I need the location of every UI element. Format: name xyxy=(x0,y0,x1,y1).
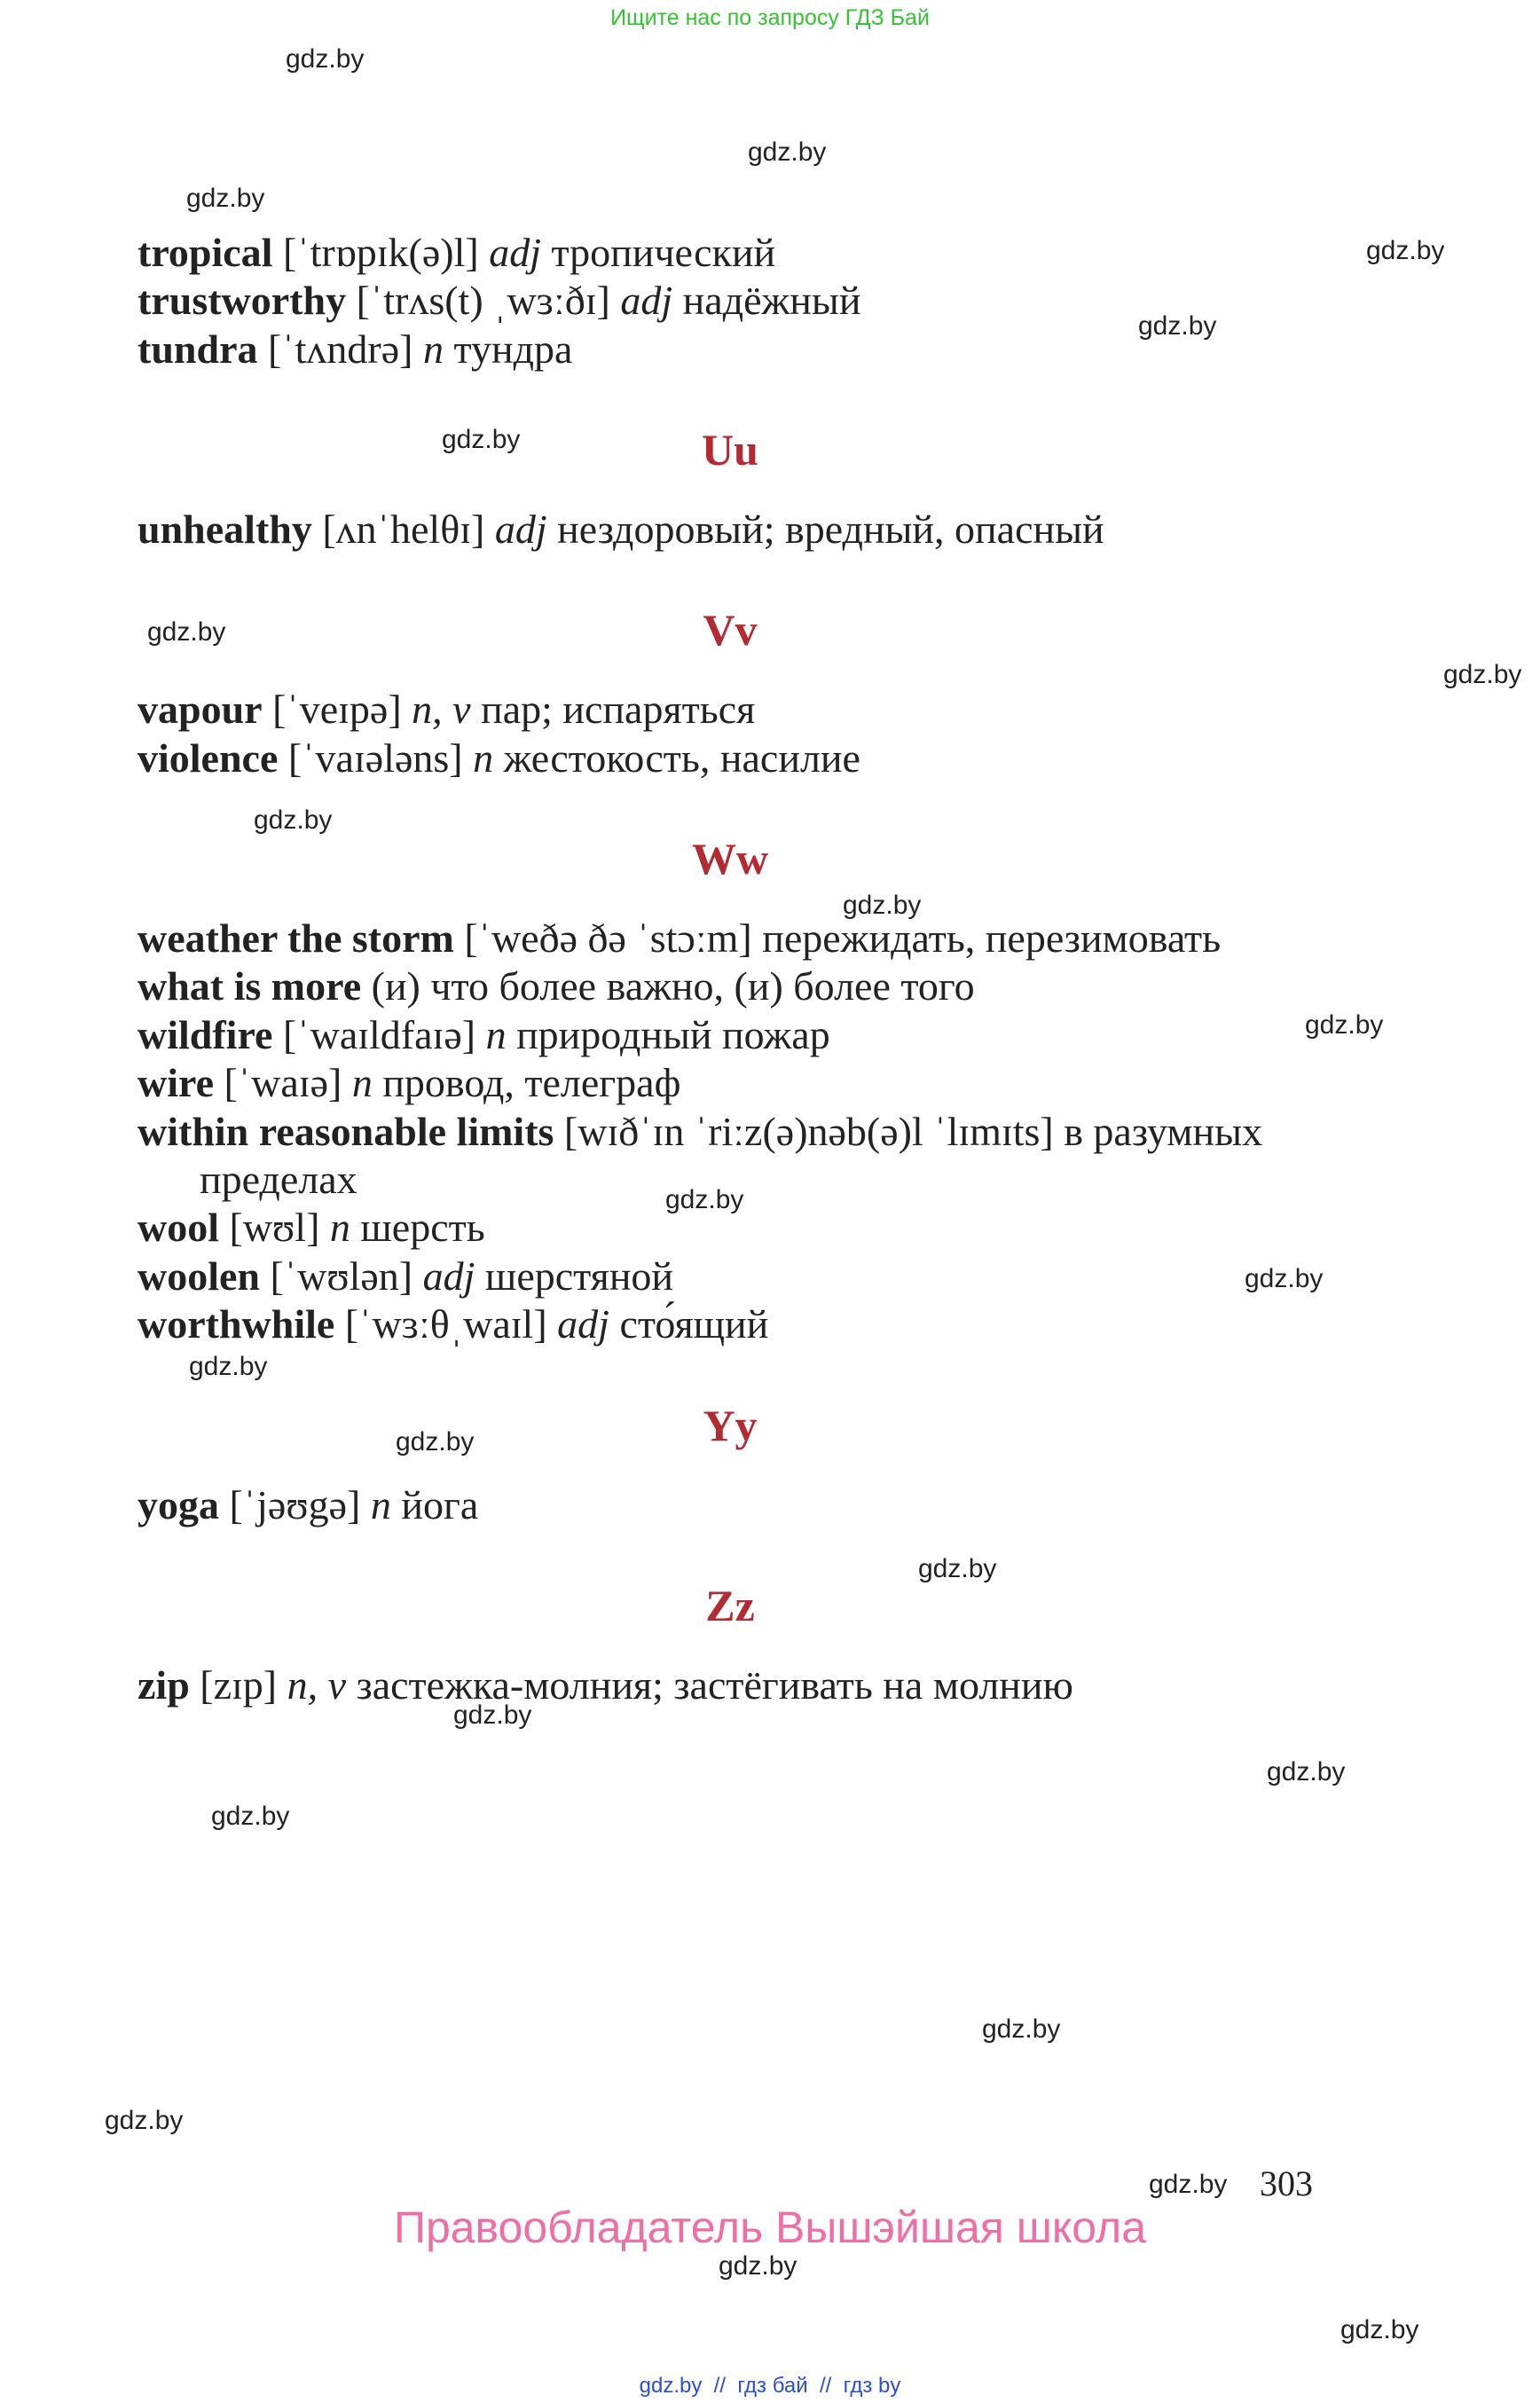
watermark: gdz.by xyxy=(286,44,365,74)
entry-within-reasonable-limits: within reasonable limits [wɪðˈɪn ˈriːz(ə)nəb(ə)l ˈlɪmɪts] в разумных xyxy=(138,1109,1263,1154)
entry-zip: zip [zɪp] n, v застежка-молния; застёгивать на молнию xyxy=(138,1662,1073,1708)
entry-within-continuation: пределах xyxy=(200,1157,358,1202)
footer-links[interactable]: gdz.by // гдз бай // гдз by xyxy=(639,2374,901,2398)
watermark: gdz.by xyxy=(254,805,333,835)
watermark: gdz.by xyxy=(982,2014,1061,2044)
section-letter-w: Ww xyxy=(691,834,769,883)
entry-vapour: vapour [ˈveɪpə] n, v пар; испаряться xyxy=(138,687,756,732)
entry-what-is-more: what is more (и) что более важно, (и) более того xyxy=(138,963,975,1009)
entry-unhealthy: unhealthy [ʌnˈhelθɪ] adj нездоровый; вредный, опасный xyxy=(138,507,1104,552)
watermark: gdz.by xyxy=(1305,1010,1384,1040)
watermark: gdz.by xyxy=(1443,660,1522,689)
rights-holder: Правообладатель Вышэйшая школа xyxy=(394,2203,1146,2252)
entry-wildfire: wildfire [ˈwaɪldfaɪə] n природный пожар xyxy=(138,1012,830,1057)
section-letter-v: Vv xyxy=(703,605,758,655)
entry-tropical: tropical [ˈtrɒpɪk(ə)l] adj тропический xyxy=(138,230,776,275)
watermark: gdz.by xyxy=(1340,2315,1419,2344)
top-banner[interactable]: Ищите нас по запросу ГДЗ Бай xyxy=(610,5,930,30)
entry-woolen: woolen [ˈwʊlən] adj шерстяной xyxy=(138,1253,674,1299)
section-letter-z: Zz xyxy=(705,1581,755,1630)
watermark: gdz.by xyxy=(1245,1264,1324,1293)
entry-wool: wool [wʊl] n шерсть xyxy=(138,1205,485,1250)
watermark: gdz.by xyxy=(918,1554,997,1583)
entry-trustworthy: trustworthy [ˈtrʌs(t) ˌwɜːðɪ] adj надёжный xyxy=(138,278,861,323)
entry-wire: wire [ˈwaɪə] n провод, телеграф xyxy=(138,1060,681,1105)
watermark: gdz.by xyxy=(1267,1757,1346,1787)
watermark: gdz.by xyxy=(1149,2170,1228,2199)
section-letter-y: Yy xyxy=(703,1401,758,1450)
entry-worthwhile: worthwhile [ˈwɜːθˌwaɪl] adj сто́ящий xyxy=(138,1301,769,1347)
watermark: gdz.by xyxy=(442,425,521,454)
watermark: gdz.by xyxy=(665,1185,744,1214)
watermark: gdz.by xyxy=(1366,236,1445,265)
watermark: gdz.by xyxy=(453,1700,532,1730)
watermark: gdz.by xyxy=(211,1802,290,1831)
watermark: gdz.by xyxy=(396,1427,475,1457)
watermark: gdz.by xyxy=(105,2106,184,2135)
watermark: gdz.by xyxy=(186,184,265,213)
page-number: 303 xyxy=(1260,2163,1313,2203)
watermark: gdz.by xyxy=(843,891,922,920)
section-letter-u: Uu xyxy=(702,425,758,475)
watermark: gdz.by xyxy=(189,1352,268,1381)
watermark: gdz.by xyxy=(147,617,226,647)
entry-violence: violence [ˈvaɪələns] n жестокость, насилие xyxy=(138,735,860,781)
watermark: gdz.by xyxy=(748,137,827,167)
entry-yoga: yoga [ˈjəʊgə] n йога xyxy=(138,1482,479,1527)
entry-tundra: tundra [ˈtʌndrə] n тундра xyxy=(138,326,573,372)
watermark: gdz.by xyxy=(1138,311,1217,341)
watermark: gdz.by xyxy=(719,2251,798,2281)
entry-weather-the-storm: weather the storm [ˈweðə ðə ˈstɔːm] пережидать, перезимовать xyxy=(138,915,1222,961)
